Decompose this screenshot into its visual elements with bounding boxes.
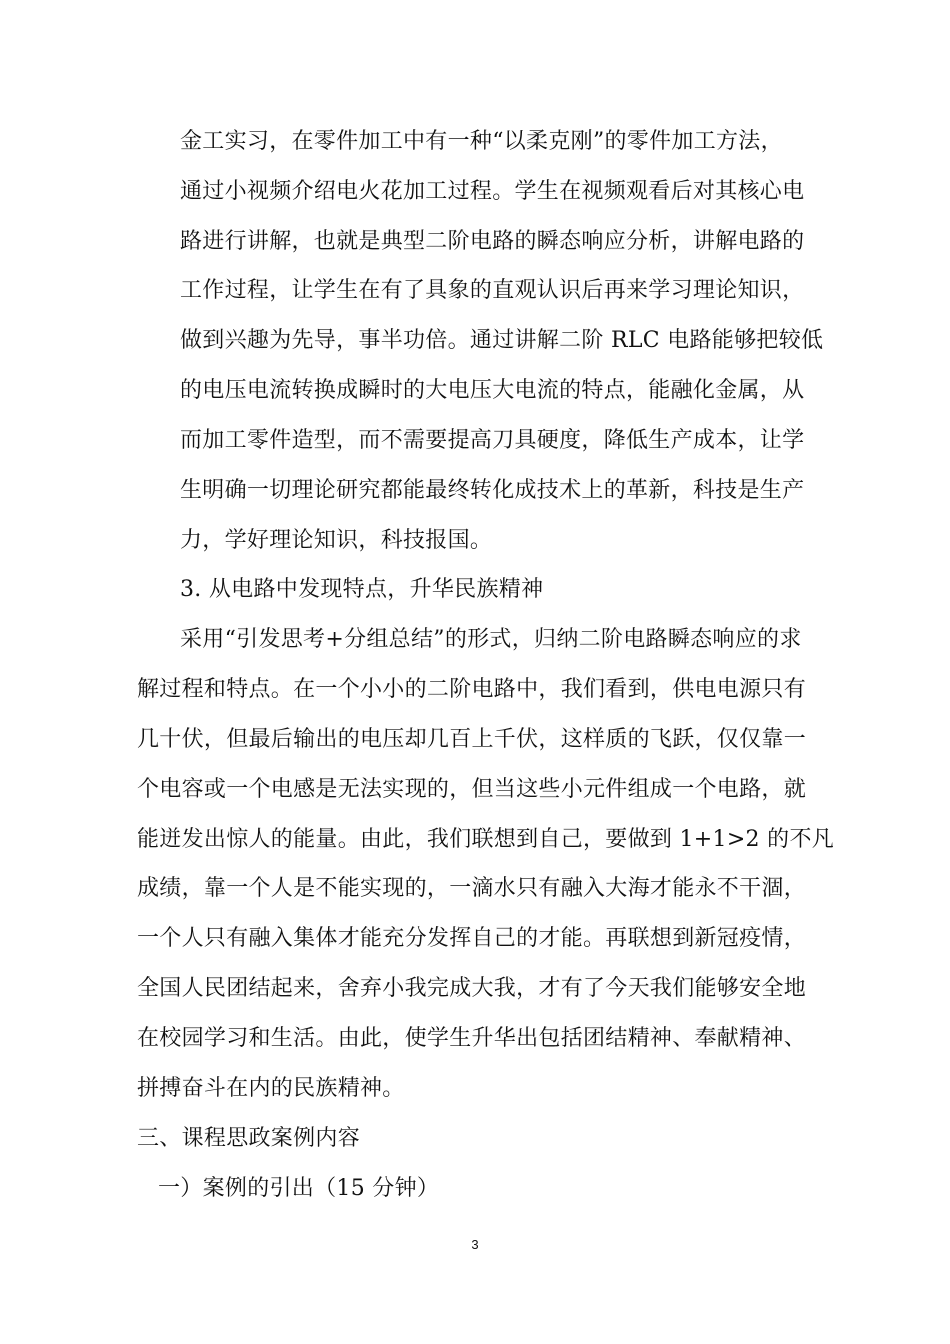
- paragraph-line: 在校园学习和生活。由此，使学生升华出包括团结精神、奉献精神、: [137, 1026, 807, 1051]
- paragraph-line: 工作过程，让学生在有了具象的直观认识后再来学习理论知识，: [180, 278, 805, 303]
- paragraph-line: 路进行讲解，也就是典型二阶电路的瞬态响应分析，讲解电路的: [180, 229, 805, 254]
- paragraph-line: 解过程和特点。在一个小小的二阶电路中，我们看到，供电电源只有: [137, 677, 807, 702]
- paragraph-line: 的电压电流转换成瞬时的大电压大电流的特点，能融化金属，从: [180, 378, 805, 403]
- subsection-heading: 一）案例的引出（15 分钟）: [158, 1176, 440, 1201]
- paragraph-line: 全国人民团结起来，舍弃小我完成大我，才有了今天我们能够安全地: [137, 976, 807, 1001]
- paragraph-line: 而加工零件造型，而不需要提高刀具硬度，降低生产成本，让学: [180, 428, 805, 453]
- paragraph-line: 拼搏奋斗在内的民族精神。: [137, 1076, 405, 1101]
- paragraph-line: 力，学好理论知识，科技报国。: [180, 528, 493, 553]
- page-number: 3: [471, 1237, 479, 1252]
- section-heading: 三、课程思政案例内容: [137, 1126, 361, 1151]
- paragraph-line: 生明确一切理论研究都能最终转化成技术上的革新，科技是生产: [180, 478, 805, 503]
- paragraph-line: 能迸发出惊人的能量。由此，我们联想到自己，要做到 1+1>2 的不凡: [137, 827, 835, 852]
- paragraph-line: 采用“引发思考+分组总结”的形式，归纳二阶电路瞬态响应的求: [180, 627, 802, 652]
- paragraph-line: 金工实习，在零件加工中有一种“以柔克刚”的零件加工方法，: [180, 129, 783, 154]
- paragraph-line: 通过小视频介绍电火花加工过程。学生在视频观看后对其核心电: [180, 179, 805, 204]
- section-heading: 3. 从电路中发现特点，升华民族精神: [180, 577, 544, 602]
- paragraph-line: 成绩，靠一个人是不能实现的，一滴水只有融入大海才能永不干涸，: [137, 876, 807, 901]
- paragraph-line: 个电容或一个电感是无法实现的，但当这些小元件组成一个电路，就: [137, 777, 807, 802]
- paragraph-line: 几十伏，但最后输出的电压却几百上千伏，这样质的飞跃，仅仅靠一: [137, 727, 807, 752]
- paragraph-line: 一个人只有融入集体才能充分发挥自己的才能。再联想到新冠疫情，: [137, 926, 807, 951]
- paragraph-line: 做到兴趣为先导，事半功倍。通过讲解二阶 RLC 电路能够把较低: [180, 328, 824, 353]
